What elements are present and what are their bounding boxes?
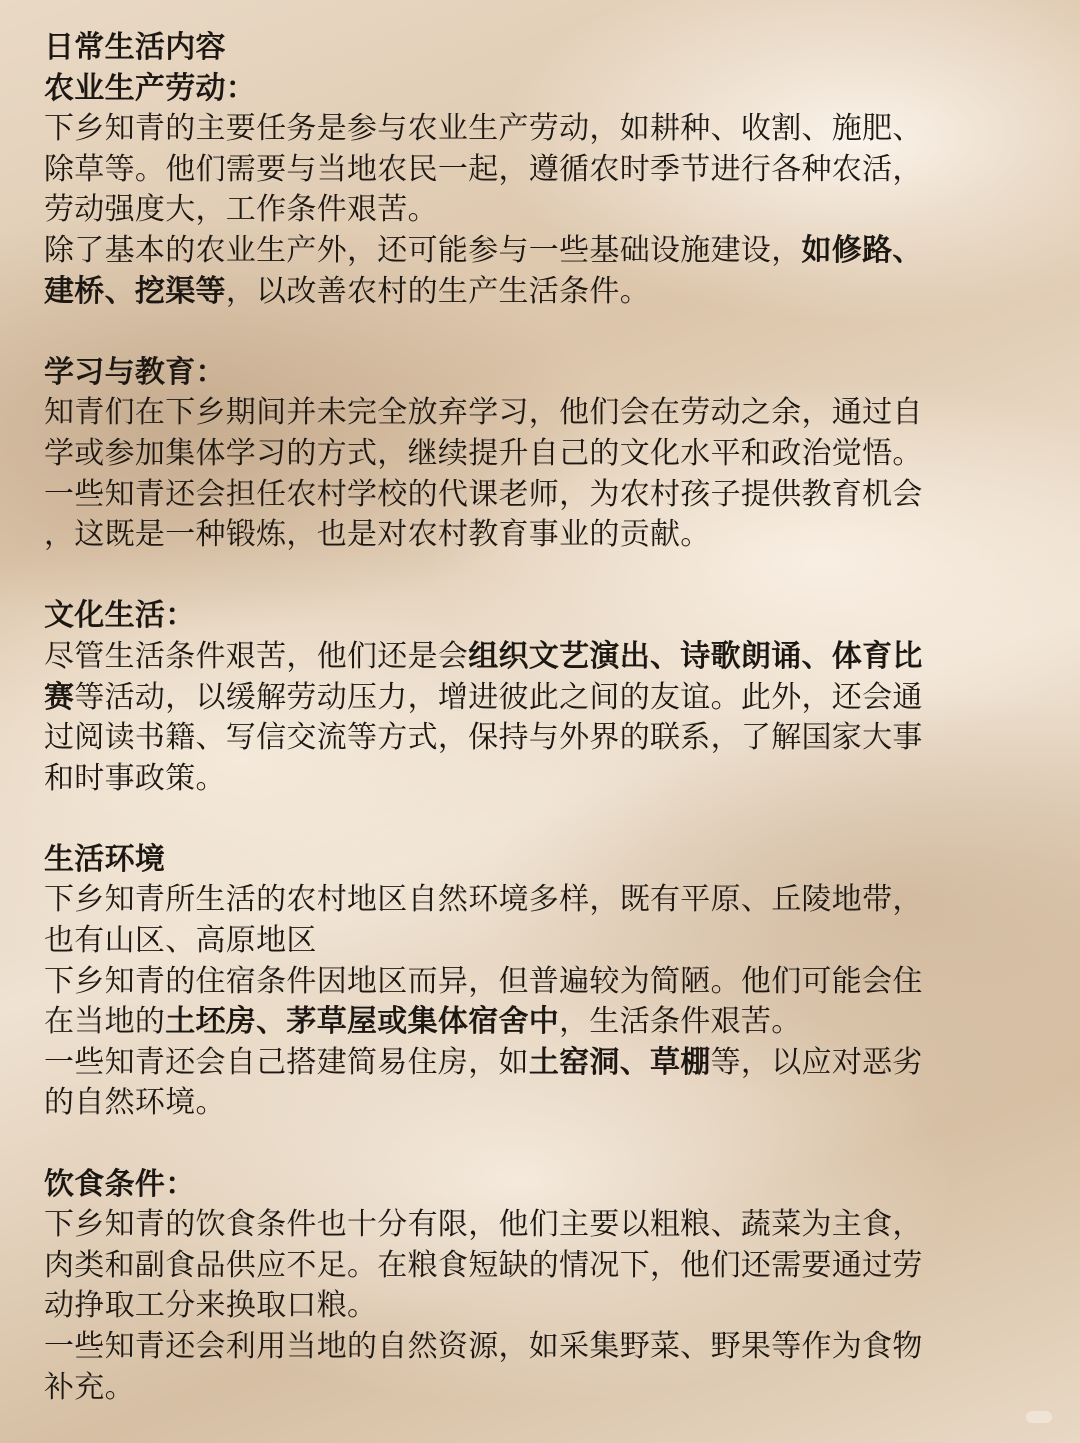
- paragraph-line: [44, 1002, 1044, 1043]
- paragraph-line: [44, 637, 1044, 678]
- bold-span: 土窑洞、草棚: [528, 1044, 711, 1080]
- paragraph-line: [44, 272, 1044, 313]
- section-gap: [44, 556, 1044, 597]
- text-span: 尽管生活条件艰苦，他们还是会: [44, 638, 469, 674]
- heading-environment: 生活环境: [44, 841, 166, 877]
- paragraph-line: 下乡知青的饮食条件也十分有限，他们主要以粗粮、蔬菜为主食，: [44, 1207, 923, 1243]
- document-body: [44, 28, 1044, 1408]
- heading-education: 学习与教育：: [44, 354, 226, 390]
- heading-agriculture: 农业生产劳动：: [44, 70, 257, 106]
- bold-span: 如修路、: [801, 232, 923, 268]
- paragraph-line: 补充。: [44, 1369, 135, 1405]
- paragraph-line: 学或参加集体学习的方式，继续提升自己的文化水平和政治觉悟。: [44, 435, 923, 471]
- paragraph-line: 肉类和副食品供应不足。在粮食短缺的情况下，他们还需要通过劳: [44, 1247, 923, 1283]
- document-title: 日常生活内容: [44, 30, 226, 65]
- paragraph-line: 动挣取工分来换取口粮。: [44, 1288, 378, 1324]
- paragraph-line: ，这既是一种锻炼，也是对农村教育事业的贡献。: [44, 517, 711, 553]
- paragraph-line: 下乡知青的住宿条件因地区而异，但普遍较为简陋。他们可能会住: [44, 963, 923, 999]
- heading-culture: 文化生活：: [44, 598, 196, 634]
- paragraph-line: 的自然环境。: [44, 1085, 226, 1121]
- paragraph-line: 下乡知青所生活的农村地区自然环境多样，既有平原、丘陵地带，: [44, 882, 923, 918]
- paragraph-line: 知青们在下乡期间并未完全放弃学习，他们会在劳动之余，通过自: [44, 395, 923, 431]
- paragraph-line: 一些知青还会担任农村学校的代课老师，为农村孩子提供教育机会: [44, 476, 923, 512]
- paragraph-line: [44, 678, 1044, 719]
- section-gap: [44, 799, 1044, 840]
- bold-span: 土坯房、茅草屋或集体宿舍中: [165, 1004, 560, 1040]
- text-span: ，以改善农村的生产生活条件。: [225, 273, 651, 309]
- text-span: 在当地的: [44, 1004, 166, 1040]
- paragraph-line: 和时事政策。: [44, 760, 226, 796]
- paragraph-line: 劳动强度大，工作条件艰苦。: [44, 192, 438, 228]
- home-indicator: [1026, 1411, 1052, 1423]
- heading-food: 饮食条件：: [44, 1166, 196, 1202]
- paragraph-line: 下乡知青的主要任务是参与农业生产劳动，如耕种、收割、施肥、: [44, 111, 923, 147]
- paragraph-line: 也有山区、高原地区: [44, 923, 317, 959]
- paragraph-line: [44, 1043, 1044, 1084]
- bold-span: 组织文艺演出、诗歌朗诵、体育比: [468, 638, 923, 674]
- paragraph-line: 一些知青还会利用当地的自然资源，如采集野菜、野果等作为食物: [44, 1329, 923, 1364]
- paragraph-line: 除草等。他们需要与当地农民一起，遵循农时季节进行各种农活，: [44, 151, 923, 187]
- text-span: ，生活条件艰苦。: [559, 1004, 802, 1040]
- paragraph-line: [44, 231, 1044, 272]
- text-span: 除了基本的农业生产外，还可能参与一些基础设施建设，: [44, 232, 802, 268]
- paragraph-line: 过阅读书籍、写信交流等方式，保持与外界的联系，了解国家大事: [44, 720, 923, 756]
- bold-span: 赛: [44, 679, 75, 715]
- text-span: 等活动，以缓解劳动压力，增进彼此之间的友谊。此外，还会通: [74, 679, 923, 715]
- section-gap: [44, 1124, 1044, 1165]
- bold-span: 建桥、挖渠等: [44, 273, 226, 309]
- section-gap: [44, 312, 1044, 353]
- text-span: 一些知青还会自己搭建简易住房，如: [44, 1044, 529, 1080]
- text-span: 等，以应对恶劣: [710, 1044, 923, 1080]
